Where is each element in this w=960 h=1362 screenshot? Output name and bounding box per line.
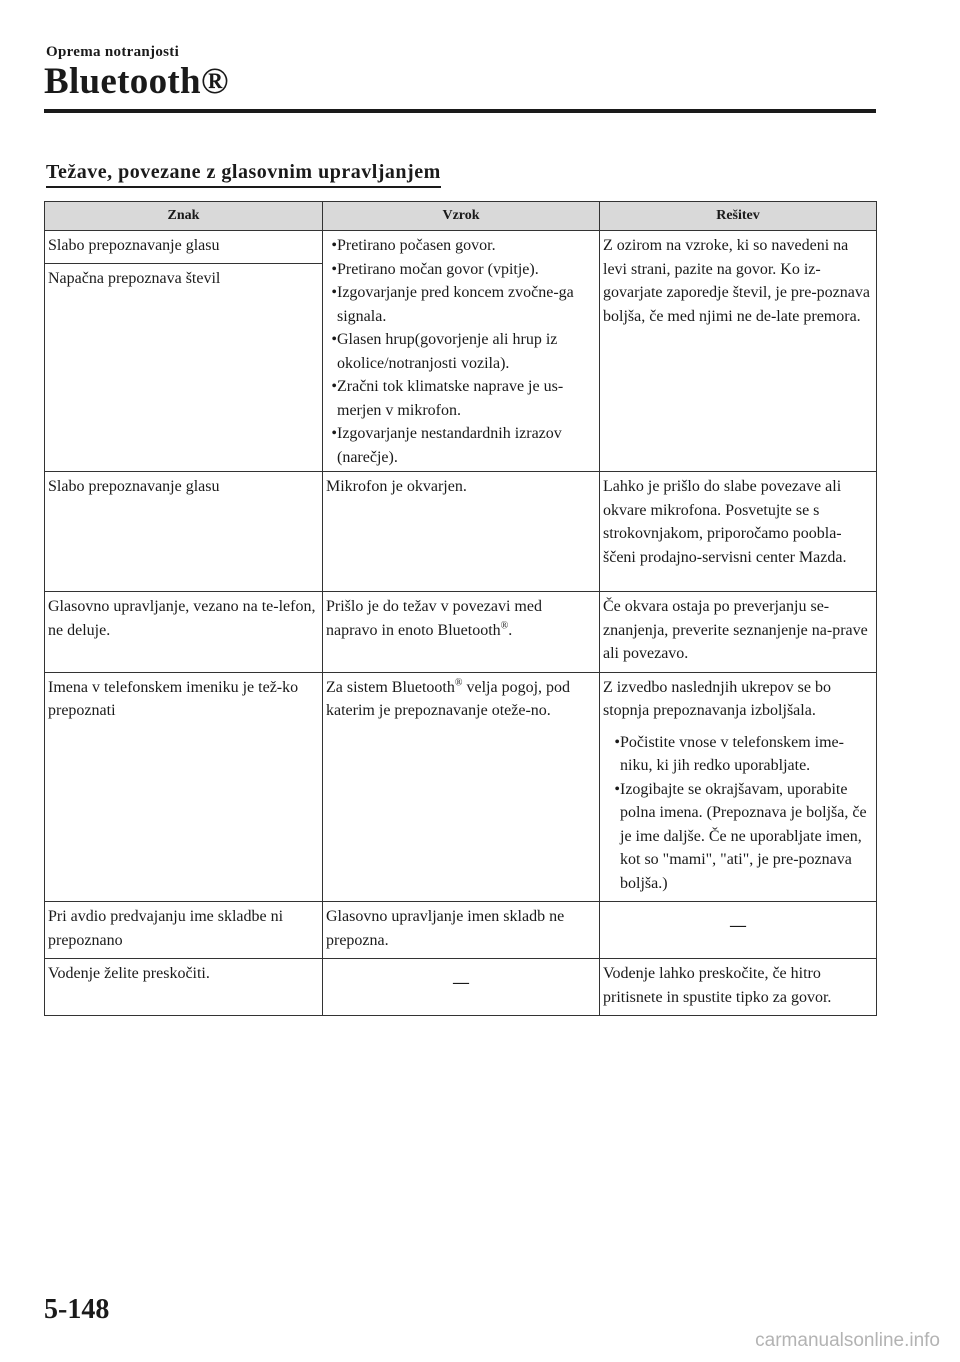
solution-cell (600, 672, 877, 902)
sign-text: Glasovno upravljanje, vezano na te-lefon, ne deluje. (48, 598, 316, 639)
sign-text: Pri avdio predvajanju ime skladbe ni prepoznano (48, 908, 284, 949)
sign-text: Napačna prepoznava števil (48, 270, 221, 288)
title-rule (44, 109, 876, 113)
table-row (45, 472, 877, 592)
solution-list (603, 731, 873, 896)
solution-text: Lahko je prišlo do slabe povezave ali okvare mikrofona. Posvetujte se s strokovnjakom, priporočamo poobla-ščeni prodajno-servisni center Mazda. (603, 478, 847, 566)
cause-cell: Za sistem Bluetooth® velja pogoj, pod katerim je prepoznavanje oteže-no. (323, 672, 600, 902)
page-number: 5-148 (44, 1294, 110, 1325)
watermark: carmanualsonline.info (755, 1330, 940, 1351)
troubleshooting-table (44, 201, 877, 1016)
table-header-row (45, 202, 877, 231)
empty-dash: — (730, 917, 746, 934)
cause-item: •Izgovarjanje pred koncem zvočne-ga signala. (326, 281, 596, 328)
section-label: Oprema notranjosti (46, 44, 180, 60)
solution-cell (600, 902, 877, 959)
table-row (45, 959, 877, 1016)
cause-cell (323, 231, 600, 472)
table-row (45, 231, 877, 264)
sign-text: Imena v telefonskem imeniku je tež-ko prepoznati (48, 678, 299, 719)
bullet-icon: • (614, 780, 620, 798)
solution-item: •Izogibajte se okrajšavam, uporabite polna imena. (Prepoznava je boljša, če je ime daljše. Če ne uporabljate imen, kot so "mami", "ati", je pre-poznava boljša.) (609, 778, 873, 896)
sign-cell (45, 231, 323, 264)
cause-cell (323, 902, 600, 959)
cause-text: Mikrofon je okvarjen. (326, 478, 467, 495)
bullet-icon: • (331, 237, 337, 254)
bullet-icon: • (614, 733, 620, 751)
empty-dash: — (453, 974, 469, 991)
cause-text: Glasovno upravljanje imen skladb ne prepozna. (326, 908, 565, 949)
registered-mark: ® (454, 677, 463, 689)
sign-cell (45, 959, 323, 1016)
solution-text: Če okvara ostaja po preverjanju se-znanjenja, preverite seznanjenje na-prave ali povezavo. (603, 598, 868, 662)
bullet-icon: • (331, 331, 337, 348)
column-header-solution: Rešitev (600, 202, 877, 231)
table-row (45, 672, 877, 902)
sign-cell (45, 264, 323, 472)
sign-cell (45, 902, 323, 959)
bullet-icon: • (331, 260, 337, 278)
solution-cell (600, 959, 877, 1016)
bullet-icon: • (331, 425, 337, 442)
solution-item: •Počistite vnose v telefonskem ime-niku, ki jih redko uporabljate. (609, 731, 873, 778)
solution-cell (600, 472, 877, 592)
cause-item: •Pretirano počasen govor. (326, 234, 596, 258)
cause-cell: Prišlo je do težav v povezavi med napravo in enoto Bluetooth®. (323, 592, 600, 673)
cause-item: •Zračni tok klimatske naprave je us-merjen v mikrofon. (326, 375, 596, 422)
sign-cell (45, 472, 323, 592)
cause-cell (323, 472, 600, 592)
sign-text: Vodenje želite preskočiti. (48, 965, 210, 982)
column-header-cause: Vzrok (323, 202, 600, 231)
solution-text: Vodenje lahko preskočite, če hitro pritisnete in spustite tipko za govor. (603, 965, 832, 1006)
sign-text: Slabo prepoznavanje glasu (48, 478, 220, 495)
chapter-title: Bluetooth® (44, 61, 229, 102)
table-row (45, 592, 877, 673)
subtitle: Težave, povezane z glasovnim upravljanjem (46, 161, 441, 188)
cause-item: •Pretirano močan govor (vpitje). (326, 258, 596, 282)
solution-cell (600, 592, 877, 673)
cause-cell (323, 959, 600, 1016)
solution-text: Z ozirom na vzroke, ki so navedeni na levi strani, pazite na govor. Ko iz-govarjate zaporedje števil, je pre-poznava boljša, če med njimi ne de-late premora. (603, 237, 870, 325)
column-header-sign: Znak (45, 202, 323, 231)
solution-intro: Z izvedbo naslednjih ukrepov se bo stopnja prepoznavanja izboljšala. (603, 678, 831, 719)
sign-text: Slabo prepoznavanje glasu (48, 237, 220, 254)
bullet-icon: • (331, 378, 337, 395)
sign-cell (45, 672, 323, 902)
bullet-icon: • (331, 284, 337, 301)
table-row (45, 902, 877, 959)
sign-cell (45, 592, 323, 673)
registered-mark: ® (500, 620, 509, 632)
solution-cell (600, 231, 877, 472)
cause-item: •Izgovarjanje nestandardnih izrazov (narečje). (326, 422, 596, 469)
cause-item: •Glasen hrup(govorjenje ali hrup iz okolice/notranjosti vozila). (326, 328, 596, 375)
